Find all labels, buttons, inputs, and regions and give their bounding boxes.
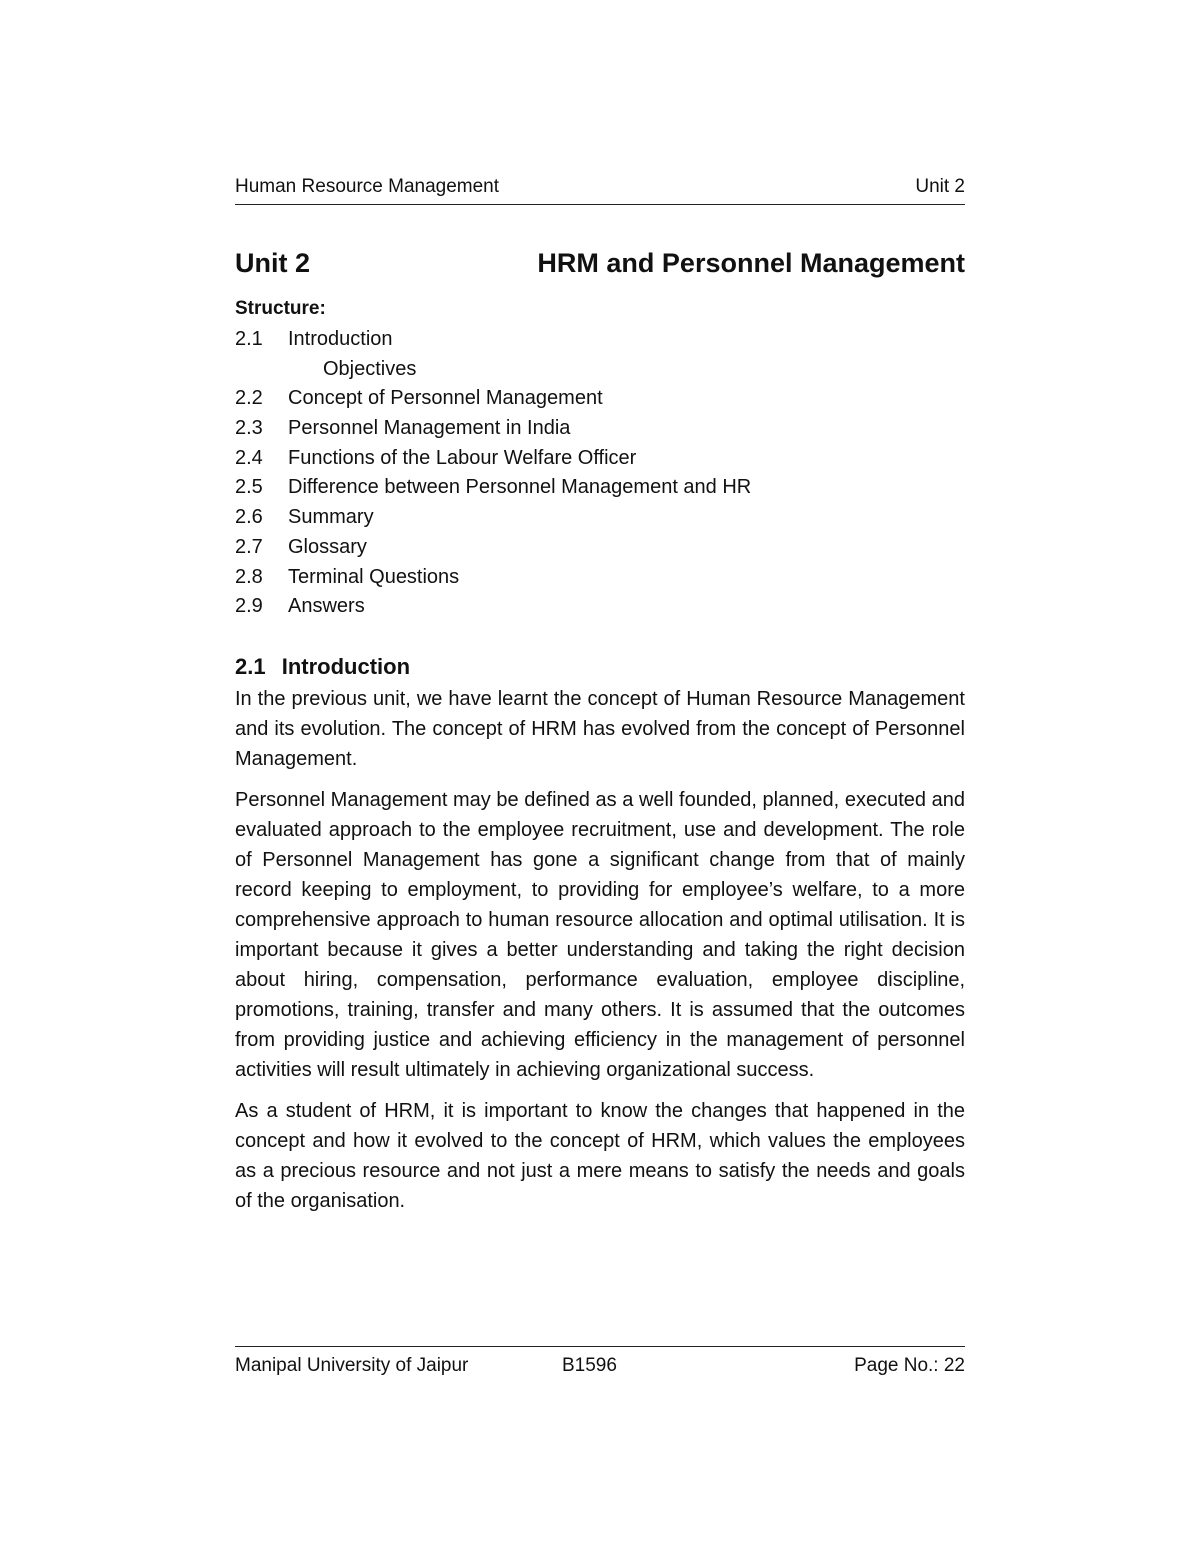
header-unit-label: Unit 2 — [915, 176, 965, 197]
toc-item — [235, 533, 751, 563]
toc-item — [235, 325, 751, 355]
paragraph: As a student of HRM, it is important to know the changes that happened in the concept and how it evolved to the concept of HRM, which values the employees as a precious resource and not just a mere means to satisfy the needs and goals of the organisation. — [235, 1100, 965, 1212]
toc-item-number: 2.7 — [235, 535, 263, 558]
unit-heading — [235, 248, 965, 279]
paragraph: Personnel Management may be defined as a well founded, planned, executed and evaluated approach to the employee recruitment, use and development. The role of Personnel Management has gone a significant change from that of mainly record keeping to employment, to providing for employee’s welfare, to a more comprehensive approach to human resource allocation and optimal utilisation. It is important because it gives a better understanding and taking the right decision about hiring, compensation, performance evaluation, employee discipline, promotions, training, transfer and many others. It is assumed that the outcomes from providing justice and achieving efficiency in the management of personnel activities will result ultimately in achieving organizational success. — [235, 789, 965, 1081]
section-title: Introduction — [281, 654, 411, 679]
toc-item-text: Difference between Personnel Management and HR — [288, 476, 752, 499]
toc-item-text: Glossary — [288, 535, 367, 558]
footer-page-number: Page No.: 22 — [854, 1355, 965, 1376]
document-page — [235, 0, 965, 1553]
toc-item-text: Answers — [288, 595, 365, 618]
toc-item-text: Concept of Personnel Management — [288, 387, 603, 410]
toc-item-number: 2.4 — [235, 446, 263, 469]
toc-item-text: Summary — [288, 506, 374, 529]
toc-item-text: Introduction — [288, 328, 393, 350]
toc-item — [235, 592, 751, 622]
toc-item — [235, 503, 751, 533]
toc-item — [235, 473, 751, 503]
structure-list — [235, 325, 751, 622]
structure-label: Structure: — [235, 298, 326, 319]
toc-item — [235, 384, 751, 414]
footer-university: Manipal University of Jaipur — [235, 1355, 469, 1376]
unit-number: Unit 2 — [235, 248, 311, 278]
toc-item-number: 2.9 — [235, 595, 263, 618]
footer-course-code: B1596 — [562, 1355, 617, 1376]
toc-item — [235, 444, 751, 474]
section-heading — [235, 654, 410, 680]
section-body — [235, 684, 965, 1227]
toc-item-number: 2.1 — [235, 328, 263, 350]
toc-item-number: 2.2 — [235, 387, 263, 410]
toc-item — [235, 414, 751, 444]
toc-item — [235, 563, 751, 593]
header-book-title: Human Resource Management — [235, 176, 500, 197]
running-header — [235, 176, 965, 205]
toc-item-number: 2.6 — [235, 506, 263, 529]
running-footer — [235, 1346, 965, 1377]
toc-item-text: Terminal Questions — [288, 565, 460, 588]
toc-item-text: Objectives — [323, 357, 417, 380]
toc-subitem — [235, 355, 751, 385]
section-number: 2.1 — [235, 654, 266, 679]
unit-title: HRM and Personnel Management — [537, 248, 965, 278]
toc-item-number: 2.8 — [235, 565, 263, 588]
toc-item-text: Functions of the Labour Welfare Officer — [288, 446, 637, 469]
paragraph: In the previous unit, we have learnt the concept of Human Resource Management and its evolution. The concept of HRM has evolved from the concept of Personnel Management. — [235, 688, 965, 770]
toc-item-number: 2.3 — [235, 417, 263, 440]
toc-item-number: 2.5 — [235, 476, 263, 499]
toc-item-text: Personnel Management in India — [288, 417, 571, 440]
